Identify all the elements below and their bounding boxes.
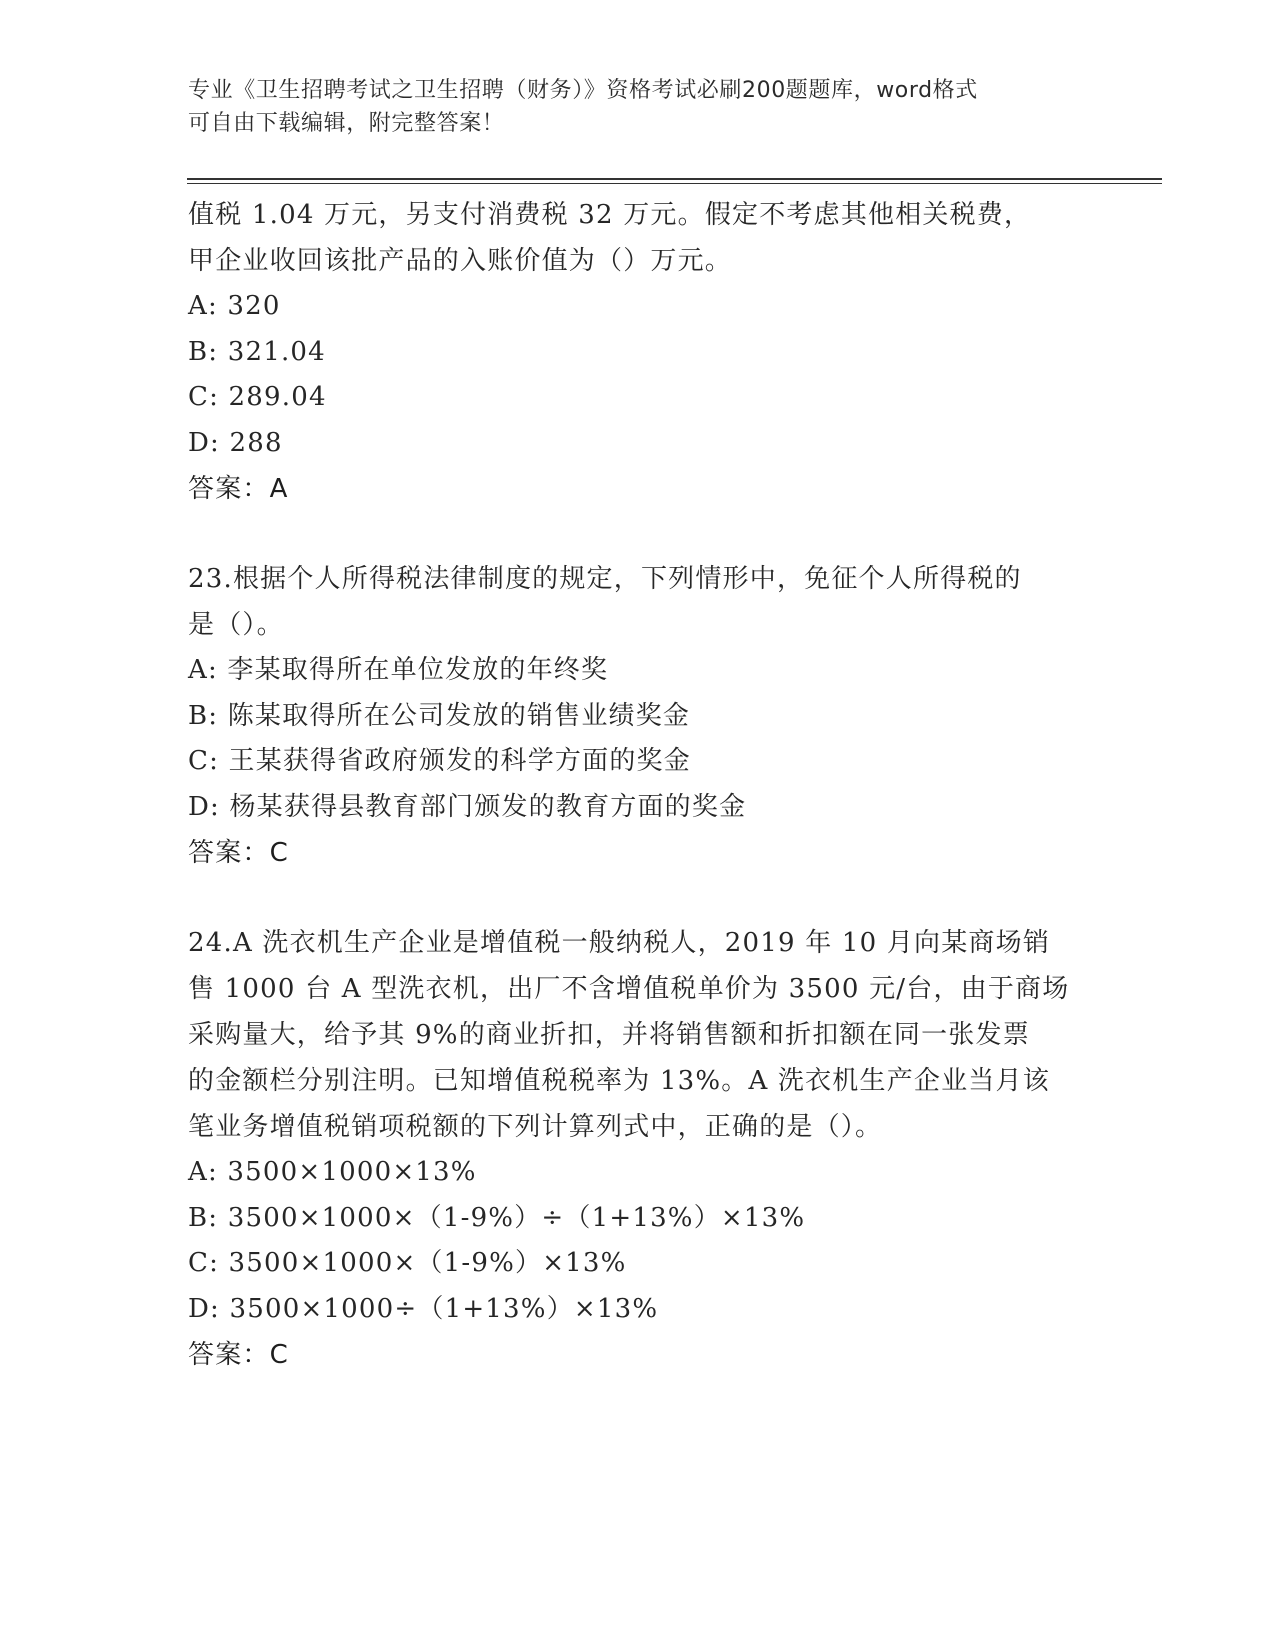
question-text-line: 值税 1.04 万元，另支付消费税 32 万元。假定不考虑其他相关税费， <box>188 200 1032 230</box>
option-d: D: 288 <box>188 427 283 458</box>
question-text-line: 甲企业收回该批产品的入账价值为（）万元。 <box>188 246 733 276</box>
header-line-2: 可自由下载编辑，附完整答案！ <box>188 111 505 136</box>
question-22 <box>188 192 1088 512</box>
option-a: A: 3500×1000×13% <box>188 1157 477 1187</box>
question-text-line: 23.根据个人所得税法律制度的规定，下列情形中，免征个人所得税的 <box>188 564 1022 594</box>
header-divider-thin <box>187 183 1162 184</box>
question-24 <box>188 920 1088 1378</box>
option-c: C: 289.04 <box>188 382 327 412</box>
option-d: D: 杨某获得县教育部门颁发的教育方面的奖金 <box>188 791 747 822</box>
option-a: A: 320 <box>188 291 281 321</box>
question-content <box>188 192 1088 1378</box>
answer-line: 答案：A <box>188 474 289 504</box>
question-text-line: 采购量大，给予其 9%的商业折扣，并将销售额和折扣额在同一张发票 <box>188 1020 1030 1050</box>
question-23 <box>188 556 1088 876</box>
header-divider-thick <box>187 178 1162 180</box>
question-text-line: 24.A 洗衣机生产企业是增值税一般纳税人，2019 年 10 月向某商场销 <box>188 928 1051 958</box>
option-b: B: 陈某取得所在公司发放的销售业绩奖金 <box>188 700 691 731</box>
question-text-line: 售 1000 台 A 型洗衣机，出厂不含增值税单价为 3500 元/台，由于商场 <box>188 974 1070 1004</box>
question-spacer <box>188 512 1088 556</box>
question-text-line: 的金额栏分别注明。已知增值税税率为 13%。A 洗衣机生产企业当月该 <box>188 1066 1050 1096</box>
option-a: A: 李某取得所在单位发放的年终奖 <box>188 655 609 685</box>
option-c: C: 3500×1000×（1-9%）×13% <box>188 1248 627 1278</box>
option-b: B: 321.04 <box>188 336 326 367</box>
question-text-line: 笔业务增值税销项税额的下列计算列式中，正确的是（）。 <box>188 1112 883 1142</box>
option-d: D: 3500×1000÷（1+13%）×13% <box>188 1293 659 1324</box>
option-c: C: 王某获得省政府颁发的科学方面的奖金 <box>188 746 691 776</box>
question-text-line: 是（）。 <box>188 610 284 640</box>
option-b: B: 3500×1000×（1-9%）÷（1+13%）×13% <box>188 1202 806 1233</box>
answer-line: 答案：C <box>188 1340 289 1370</box>
document-header <box>188 74 1088 140</box>
answer-line: 答案：C <box>188 838 289 868</box>
header-line-1: 专业《卫生招聘考试之卫生招聘（财务）》资格考试必刷200题题库，word格式 <box>188 78 978 103</box>
question-spacer <box>188 876 1088 920</box>
